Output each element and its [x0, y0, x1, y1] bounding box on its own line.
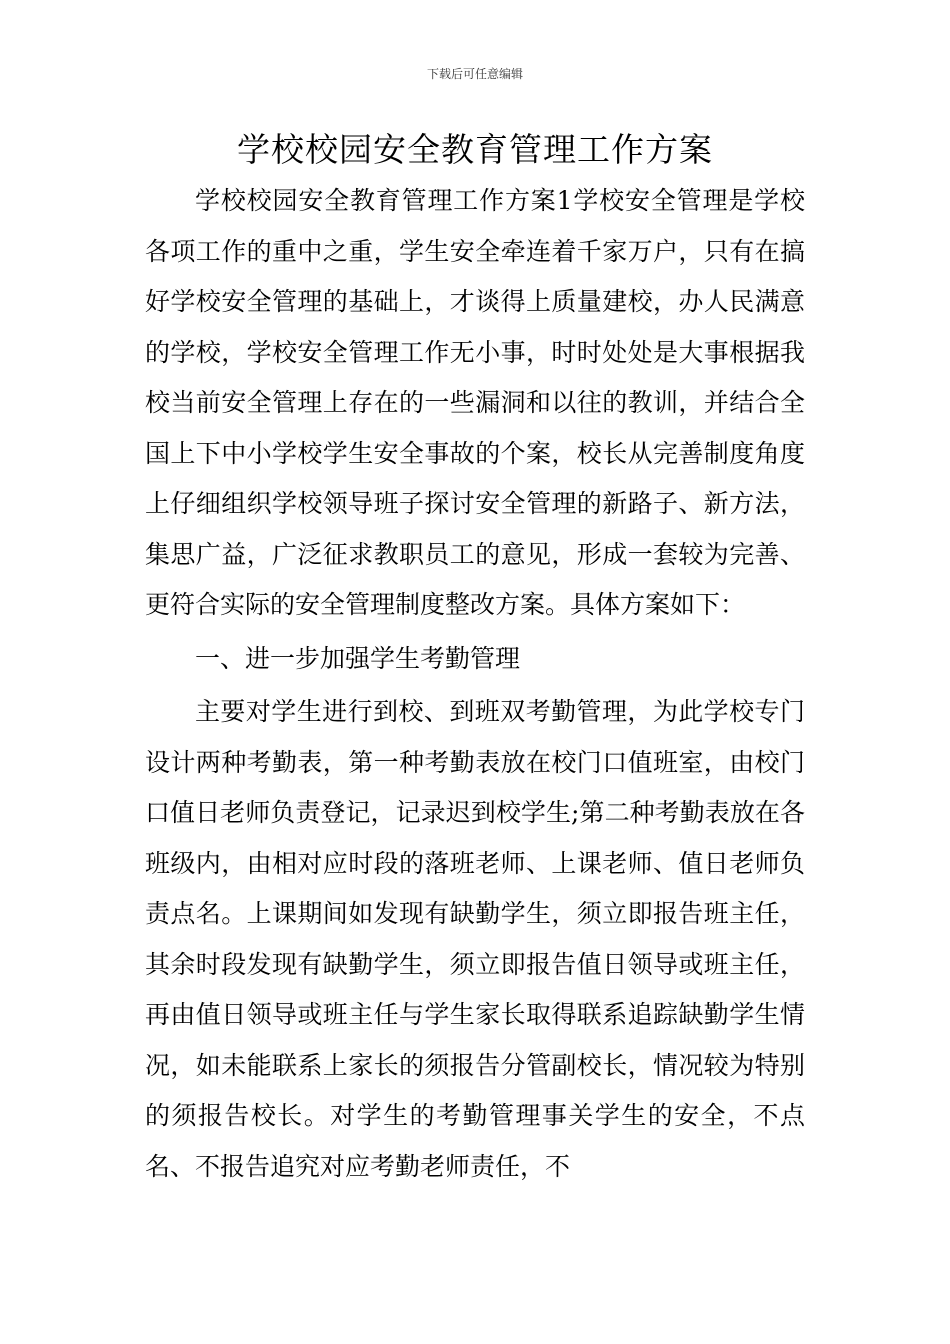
paragraph-attendance: 主要对学生进行到校、到班双考勤管理，为此学校专门设计两种考勤表，第一种考勤表放在校门口值班室，由校门口值日老师负责登记，记录迟到校学生;第二种考勤表放在各班级内，由相对应时段的落班老师、上课老师、值日老师负责点名。上课期间如发现有缺勤学生，须立即报告班主任，其余时段发现有缺勤学生，须立即报告值日领导或班主任，再由值日领导或班主任与学生家长取得联系追踪缺勤学生情况，如未能联系上家长的须报告分管副校长，情况较为特别的须报告校长。对学生的考勤管理事关学生的安全，不点名、不报告追究对应考勤老师责任，不	[145, 697, 805, 1181]
paragraph-intro: 学校校园安全教育管理工作方案1学校安全管理是学校各项工作的重中之重，学生安全牵连着千家万户，只有在搞好学校安全管理的基础上，才谈得上质量建校，办人民满意的学校，学校安全管理工作无小事，时时处处是大事根据我校当前安全管理上存在的一些漏洞和以往的教训，并结合全国上下中小学校学生安全事故的个案，校长从完善制度角度上仔细组织学校领导班子探讨安全管理的新路子、新方法，集思广益，广泛征求教职员工的意见，形成一套较为完善、更符合实际的安全管理制度整改方案。具体方案如下：	[145, 186, 805, 619]
document-title: 学校校园安全教育管理工作方案	[237, 130, 713, 169]
document-body	[145, 176, 805, 1192]
page-header-note: 下载后可任意编辑	[426, 67, 523, 81]
section-heading-attendance: 一、进一步加强学生考勤管理	[195, 643, 521, 673]
